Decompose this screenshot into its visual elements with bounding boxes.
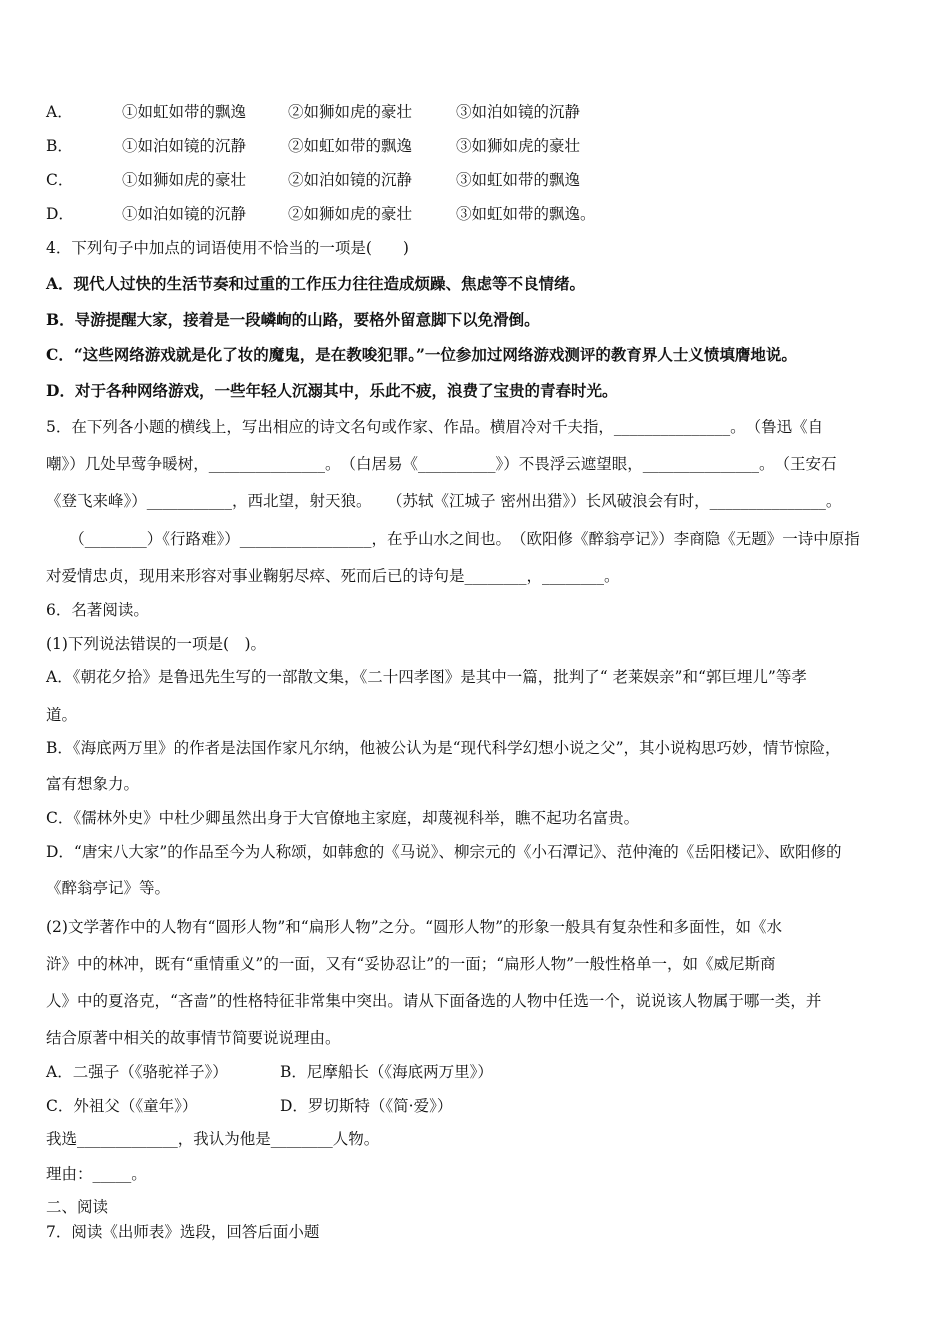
q4-option-c: C．“这些网络游戏就是化了妆的魔鬼，是在教唆犯罪。”一位参加过网络游戏测评的教育界人士义愤填膺地说。: [46, 345, 797, 364]
option-part-3: ③如狮如虎的豪壮: [456, 137, 581, 155]
q6-choice-b: B．尼摩船长（《海底两万里》）: [280, 1063, 493, 1081]
option-label: C．: [46, 171, 74, 189]
q4-stem: 4．下列句子中加点的词语使用不恰当的一项是( ): [46, 239, 409, 257]
option-part-3: ③如虹如带的飘逸: [456, 171, 581, 189]
q6-option-a-line-2: 道。: [46, 706, 78, 724]
option-part-3: ③如虹如带的飘逸。: [456, 205, 596, 223]
q6-choice-a: A．二强子（《骆驼祥子》）: [46, 1063, 228, 1081]
q6-choice-c: C．外祖父（《童年》）: [46, 1097, 198, 1115]
q6-answer-reason: 理由：_____。: [46, 1165, 147, 1183]
option-part-2: ②如泊如镜的沉静: [288, 171, 413, 189]
option-part-2: ②如狮如虎的豪壮: [288, 103, 413, 121]
option-part-1: ①如泊如镜的沉静: [122, 205, 247, 223]
q4-option-b: B．导游提醒大家，接着是一段嶙峋的山路，要格外留意脚下以免滑倒。: [46, 310, 540, 329]
option-label: A．: [46, 103, 73, 121]
q3-option-d: [46, 204, 596, 224]
q3-option-c: [46, 170, 581, 190]
q6-option-d-line-2: 《醉翁亭记》等。: [46, 879, 171, 897]
q6-answer-choice: 我选_____________，我认为他是________人物。: [46, 1130, 380, 1148]
q6-part2-line-2: 浒》中的林冲，既有“重情重义”的一面，又有“妥协忍让”的一面；“扁形人物”一般性格单一，如《威尼斯商: [46, 955, 776, 973]
q6-title: 6．名著阅读。: [46, 601, 149, 619]
q6-option-b-line-2: 富有想象力。: [46, 775, 140, 793]
q4-option-d: D．对于各种网络游戏，一些年轻人沉溺其中，乐此不疲，浪费了宝贵的青春时光。: [46, 381, 618, 400]
option-part-2: ②如狮如虎的豪壮: [288, 205, 413, 223]
q3-option-a: [46, 102, 581, 122]
option-part-1: ①如虹如带的飘逸: [122, 103, 247, 121]
option-part-3: ③如泊如镜的沉静: [456, 103, 581, 121]
q5-line-4: （________）《行路难》）_________________，在乎山水之间也。 （欧阳修《醉翁亭记》）李商隐《无题》一诗中原指: [46, 530, 860, 548]
option-part-1: ①如狮如虎的豪壮: [122, 171, 247, 189]
q5-line-1: 5．在下列各小题的横线上，写出相应的诗文名句或作家、作品。横眉冷对千夫指，_______________。 （鲁迅《自: [46, 418, 824, 436]
q6-choice-d: D．罗切斯特（《简·爱》）: [280, 1097, 453, 1115]
q6-part2-line-3: 人》中的夏洛克，“吝啬”的性格特征非常集中突出。请从下面备选的人物中任选一个，说说该人物属于哪一类，并: [46, 992, 822, 1010]
q5-line-5: 对爱情忠贞，现用来形容对事业鞠躬尽瘁、死而后已的诗句是________，________。: [46, 567, 620, 585]
q5-line-2: 嘲》）几处早莺争暖树，_______________。 （白居易《__________》）不畏浮云遮望眼，_______________。 （王安石: [46, 455, 837, 473]
option-label: B．: [46, 137, 73, 155]
section-title: 二、阅读: [46, 1198, 109, 1216]
q6-option-d-line-1: D．“唐宋八大家”的作品至今为人称颂，如韩愈的《马说》、柳宗元的《小石潭记》、范仲淹的《岳阳楼记》、欧阳修的: [46, 843, 842, 861]
q6-part1-stem: (1)下列说法错误的一项是( )。: [46, 635, 267, 653]
q6-option-c: C．《儒林外史》中杜少卿虽然出身于大官僚地主家庭，却蔑视科举，瞧不起功名富贵。: [46, 809, 640, 827]
q6-part2-line-4: 结合原著中相关的故事情节简要说说理由。: [46, 1029, 341, 1047]
q4-option-a: A．现代人过快的生活节奏和过重的工作压力往往造成烦躁、焦虑等不良情绪。: [46, 274, 586, 293]
q3-option-b: [46, 136, 581, 156]
option-part-1: ①如泊如镜的沉静: [122, 137, 247, 155]
q7-stem: 7．阅读《出师表》选段，回答后面小题: [46, 1223, 320, 1241]
q5-line-3: 《登飞来峰》）___________，西北望，射天狼。 （苏轼《江城子 密州出猎》）长风破浪会有时，_______________。: [46, 492, 842, 510]
q6-part2-line-1: (2)文学著作中的人物有“圆形人物”和“扁形人物”之分。“圆形人物”的形象一般具有复杂性和多面性，如《水: [46, 918, 783, 936]
option-part-2: ②如虹如带的飘逸: [288, 137, 413, 155]
q6-option-a-line-1: A．《朝花夕拾》是鲁迅先生写的一部散文集，《二十四孝图》是其中一篇，批判了“ 老莱娱亲”和“郭巨埋儿”等孝: [46, 668, 807, 686]
option-label: D．: [46, 205, 74, 223]
q6-option-b-line-1: B．《海底两万里》的作者是法国作家凡尔纳，他被公认为是“现代科学幻想小说之父”，其小说构思巧妙，情节惊险，: [46, 739, 841, 757]
